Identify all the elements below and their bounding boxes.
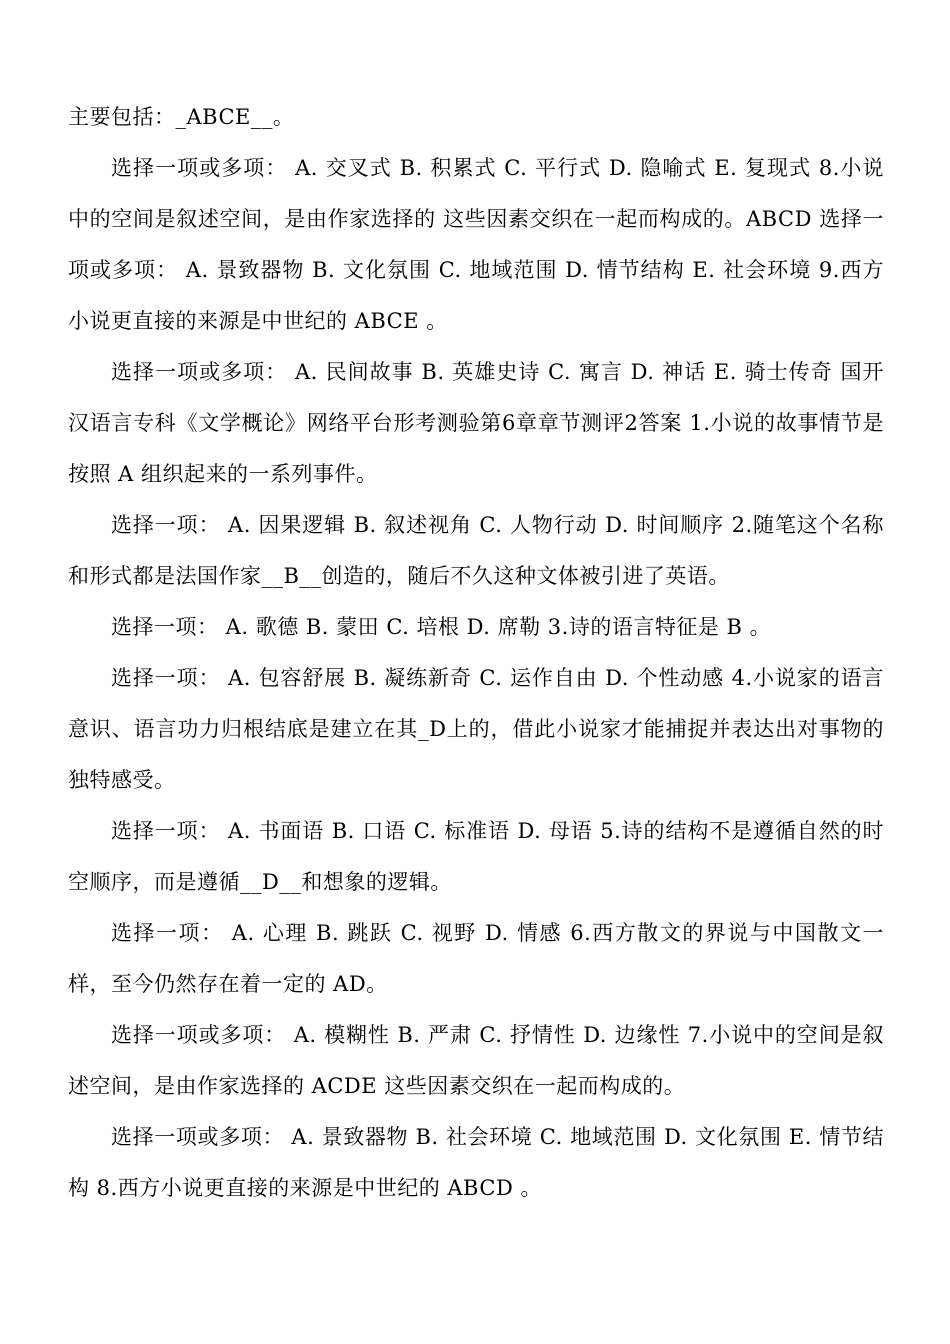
document-body <box>68 92 884 1214</box>
paragraph: 选择一项： A. 心理 B. 跳跃 C. 视野 D. 情感 6.西方散文的界说与中国散文一样，至今仍然存在着一定的 AD。 <box>68 921 884 996</box>
paragraph: 选择一项或多项： A. 景致器物 B. 社会环境 C. 地域范围 D. 文化氛围 E. 情节结构 8.西方小说更直接的来源是中世纪的 ABCD 。 <box>68 1125 884 1200</box>
paragraph: 选择一项： A. 因果逻辑 B. 叙述视角 C. 人物行动 D. 时间顺序 2.随笔这个名称和形式都是法国作家__B__创造的，随后不久这种文体被引进了英语。 <box>68 513 884 588</box>
paragraph: 选择一项或多项： A. 交叉式 B. 积累式 C. 平行式 D. 隐喻式 E. 复现式 8.小说中的空间是叙述空间，是由作家选择的 这些因素交织在一起而构成的。ABCD 选择一项或多项： A. 景致器物 B. 文化氛围 C. 地域范围 D. 情节结构 E. 社会环境 9.西方小说更直接的来源是中世纪的 ABCE 。 <box>68 156 884 333</box>
paragraph: 选择一项或多项： A. 民间故事 B. 英雄史诗 C. 寓言 D. 神话 E. 骑士传奇 国开汉语言专科《文学概论》网络平台形考测验第6章章节测评2答案 1.小说的故事情节是按照 A 组织起来的一系列事件。 <box>68 360 884 486</box>
paragraph: 选择一项： A. 歌德 B. 蒙田 C. 培根 D. 席勒 3.诗的语言特征是 B 。 <box>111 615 772 639</box>
paragraph: 主要包括：_ABCE__。 <box>68 105 295 129</box>
paragraph: 选择一项： A. 书面语 B. 口语 C. 标准语 D. 母语 5.诗的结构不是遵循自然的时空顺序，而是遵循__D__和想象的逻辑。 <box>68 819 884 894</box>
paragraph: 选择一项或多项： A. 模糊性 B. 严肃 C. 抒情性 D. 边缘性 7.小说中的空间是叙述空间，是由作家选择的 ACDE 这些因素交织在一起而构成的。 <box>68 1023 884 1098</box>
paragraph: 选择一项： A. 包容舒展 B. 凝练新奇 C. 运作自由 D. 个性动感 4.小说家的语言意识、语言功力归根结底是建立在其_D上的，借此小说家才能捕捉并表达出对事物的独特感受。 <box>68 666 884 792</box>
